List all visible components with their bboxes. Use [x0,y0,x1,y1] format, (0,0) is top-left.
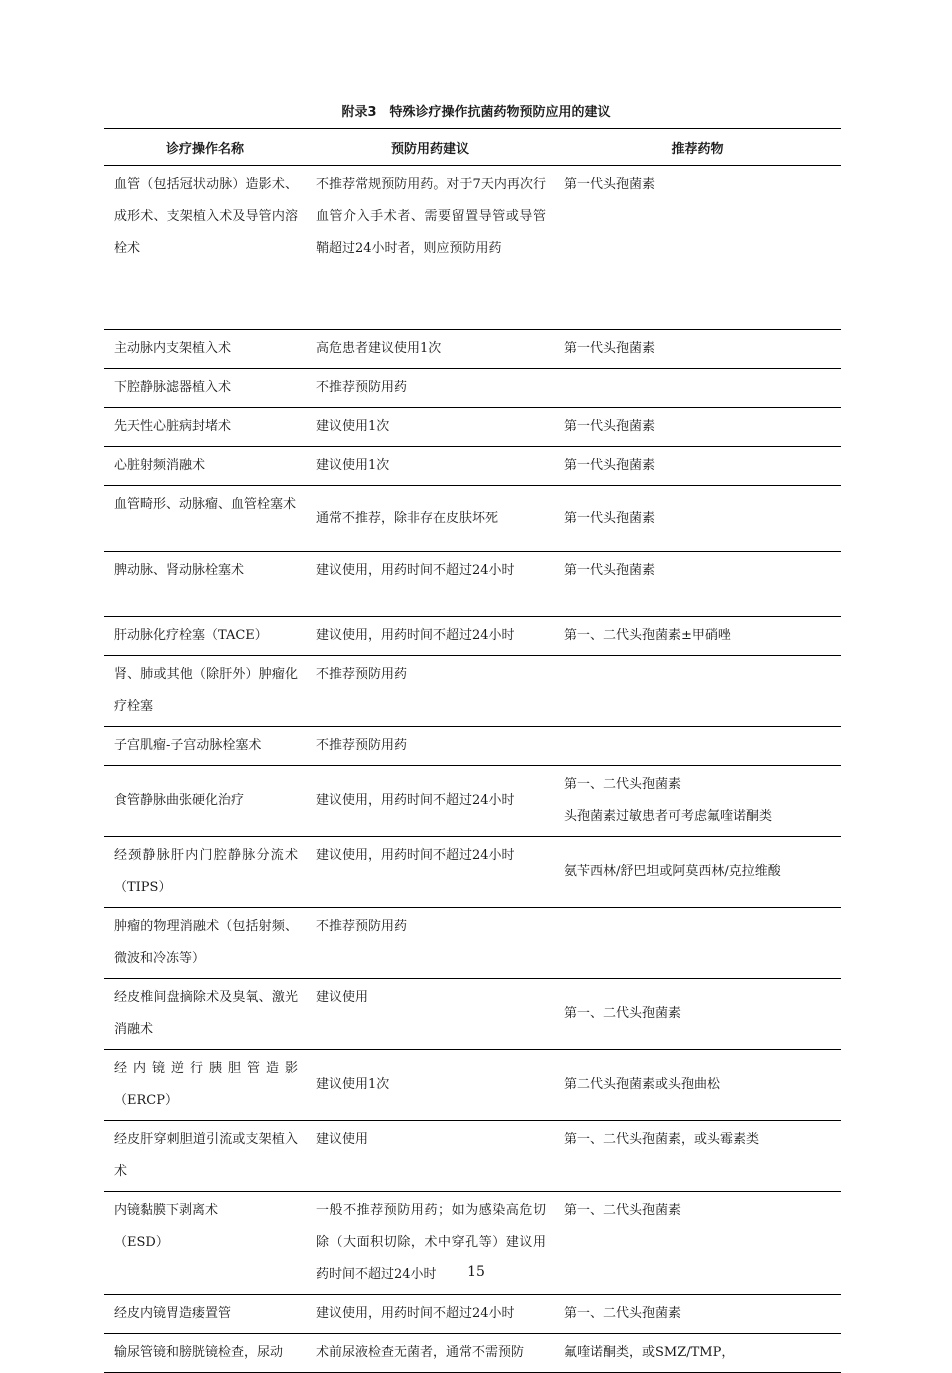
procedure-line: 内镜黏膜下剥离术 [114,1203,219,1218]
procedure-cell: 心脏射频消融术 [114,458,206,473]
drug-cell [554,766,841,837]
drug-cell: 第一代头孢菌素 [564,341,656,356]
page-number: 15 [467,1264,485,1280]
table-row [104,727,841,766]
advice-cell: 不推荐常规预防用药。对于7天内再次行血管介入手术者、需要留置导管或导管鞘超过24小时者，则应预防用药 [316,177,546,256]
advice-cell: 不推荐预防用药 [316,738,408,753]
prophylaxis-table [104,128,841,1373]
drug-cell: 第一、二代头孢菌素 [564,1203,682,1218]
drug-cell: 氨苄西林/舒巴坦或阿莫西林/克拉维酸 [564,864,781,879]
table-row [104,369,841,408]
drug-cell [554,908,841,979]
procedure-cell: 输尿管镜和膀胱镜检查，尿动 [114,1345,284,1360]
advice-cell: 通常不推荐，除非存在皮肤坏死 [316,510,499,526]
procedure-cell: 肾、肺或其他（除肝外）肿瘤化疗栓塞 [114,667,298,714]
procedure-cell: 经颈静脉肝内门腔静脉分流术（TIPS） [114,848,298,895]
advice-cell: 不推荐预防用药 [316,919,408,934]
advice-cell: 不推荐预防用药 [316,667,408,682]
drug-cell [554,369,841,408]
drug-cell: 第一代头孢菌素 [564,563,656,578]
table-row [104,552,841,617]
procedure-cell: 食管静脉曲张硬化治疗 [114,793,245,808]
table-row [104,330,841,369]
table-body [104,166,841,1373]
drug-cell: 第一代头孢菌素 [564,419,656,434]
advice-cell: 建议使用，用药时间不超过24小时 [316,848,515,863]
drug-cell: 第一、二代头孢菌素 [564,1006,682,1021]
advice-cell: 建议使用，用药时间不超过24小时 [316,563,515,578]
procedure-cell: 经皮椎间盘摘除术及臭氧、激光消融术 [114,990,298,1037]
table-row [104,1050,841,1121]
procedure-cell: 经内镜逆行胰胆管造影（ERCP） [114,1061,298,1108]
drug-cell [554,727,841,766]
table-row [104,837,841,908]
advice-cell: 建议使用，用药时间不超过24小时 [316,793,515,808]
drug-cell: 氟喹诺酮类，或SMZ/TMP， [564,1345,735,1360]
header-row [104,129,841,166]
advice-cell: 建议使用，用药时间不超过24小时 [316,1306,515,1321]
drug-cell: 第一代头孢菌素 [564,458,656,473]
table-row [104,1334,841,1373]
procedure-cell: 肝动脉化疗栓塞（TACE） [114,628,268,643]
procedure-cell: 血管（包括冠状动脉）造影术、成形术、支架植入术及导管内溶栓术 [114,177,298,256]
table-row [104,447,841,486]
drug-cell: 第一代头孢菌素 [564,510,656,526]
advice-cell: 建议使用，用药时间不超过24小时 [316,628,515,643]
table-row [104,1121,841,1192]
advice-cell: 建议使用1次 [316,1077,390,1092]
procedure-cell: 经皮肝穿刺胆道引流或支架植入术 [114,1132,298,1179]
procedure-cell: 脾动脉、肾动脉栓塞术 [114,563,245,578]
procedure-cell: 血管畸形、动脉瘤、血管栓塞术 [114,497,297,512]
page-title: 附录3 特殊诊疗操作抗菌药物预防应用的建议 [341,105,611,120]
drug-cell: 第一、二代头孢菌素±甲硝唑 [564,628,731,643]
advice-cell: 一般不推荐预防用药；如为感染高危切除（大面积切除，术中穿孔等）建议用药时间不超过24小时 [316,1203,546,1282]
header-procedure: 诊疗操作名称 [165,141,244,157]
table-row [104,656,841,727]
table-row [104,979,841,1050]
advice-cell: 高危患者建议使用1次 [316,341,442,356]
drug-cell: 第一、二代头孢菌素 [564,1306,682,1321]
header-advice: 预防用药建议 [390,141,469,157]
procedure-line-abbr: （ESD） [114,1235,169,1250]
procedure-cell: 先天性心脏病封堵术 [114,419,232,434]
procedure-cell: 下腔静脉滤器植入术 [114,380,232,395]
header-drug: 推荐药物 [671,141,724,157]
table-row [104,408,841,447]
advice-cell: 建议使用 [316,1132,369,1147]
drug-cell: 第一、二代头孢菌素，或头霉素类 [564,1132,760,1147]
advice-cell: 术前尿液检查无菌者，通常不需预防 [316,1345,525,1360]
procedure-cell: 子宫肌瘤-子宫动脉栓塞术 [114,738,262,753]
advice-cell: 建议使用 [316,990,369,1005]
drug-cell: 第一代头孢菌素 [564,177,656,192]
table-header [104,129,841,166]
drug-cell [554,656,841,727]
procedure-cell: 经皮内镜胃造瘘置管 [114,1306,232,1321]
advice-cell: 建议使用1次 [316,419,390,434]
table-row [104,766,841,837]
drug-line: 第一、二代头孢菌素 [564,777,682,792]
table-row [104,617,841,656]
procedure-cell: 主动脉内支架植入术 [114,341,232,356]
table-row [104,486,841,552]
table-row [104,166,841,330]
advice-cell: 建议使用1次 [316,458,390,473]
table-row [104,1295,841,1334]
procedure-cell: 肿瘤的物理消融术（包括射频、微波和冷冻等） [114,919,298,966]
drug-cell: 第二代头孢菌素或头孢曲松 [564,1077,721,1092]
advice-cell: 不推荐预防用药 [316,380,408,395]
table-row [104,908,841,979]
drug-line-alt: 头孢菌素过敏患者可考虑氟喹诺酮类 [564,809,773,824]
